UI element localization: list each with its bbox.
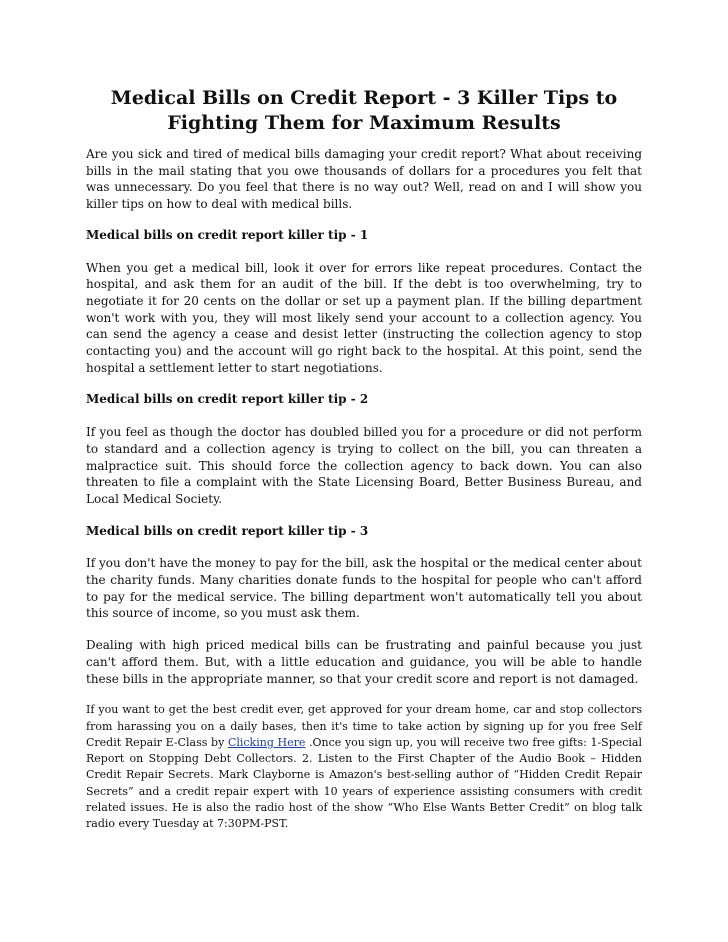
footer-text-before-link: If you want to get the best credit ever, get approved for your dream home, car and stop collectors from harassing you on a daily bases, then it's time to take action by signing up for you free Self Credit Repair E-Class by: [86, 703, 642, 749]
document-page: [86, 86, 642, 833]
tip-2-paragraph: If you feel as though the doctor has doubled billed you for a procedure or did not perform to standard and a collection agency is trying to collect on the bill, you can threaten a malpractice suit. This should force the collection agency to back down. You can also threaten to file a complaint with the State Licensing Board, Better Business Bureau, and Local Medical Society.: [86, 425, 642, 506]
tip-1-paragraph: When you get a medical bill, look it over for errors like repeat procedures. Contact the hospital, and ask them for an audit of the bill. If the debt is too overwhelming, try to negotiate it for 20 cents on the dollar or set up a payment plan. If the billing department won't work with you, they will most likely send your account to a collection agency. You can send the agency a cease and desist letter (instructing the collection agency to stop contacting you) and the account will go right back to the hospital. At this point, send the hospital a settlement letter to start negotiations.: [86, 260, 642, 375]
document-title: Medical Bills on Credit Report - 3 Killer Tips to Fighting Them for Maximum Results: [110, 87, 618, 134]
tip-1-heading: Medical bills on credit report killer tip - 1: [86, 227, 369, 242]
intro-paragraph: Are you sick and tired of medical bills damaging your credit report? What about receiving bills in the mail stating that you owe thousands of dollars for a procedures you felt that was unnecessary. Do you feel that there is no way out? Well, read on and I will show you killer tips on how to deal with medical bills.: [86, 147, 642, 212]
author-bio-paragraph: [86, 702, 642, 832]
footer-text-after-link: .Once you sign up, you will receive two free gifts: 1-Special Report on Stopping Debt Collectors. 2. Listen to the First Chapter of the Audio Book – Hidden Credit Repair Secrets. Mark Clayborne is Amazon's best-selling author of “Hidden Credit Repair Secrets” and a credit repair expert with 10 years of experience assisting consumers with credit related issues. He is also the radio host of the show “Who Else Wants Better Credit” on blog talk radio every Tuesday at 7:30PM-PST.: [86, 735, 643, 831]
clicking-here-link[interactable]: Clicking Here: [227, 735, 306, 749]
tip-3-heading: Medical bills on credit report killer tip - 3: [86, 523, 369, 538]
tip-3-paragraph: If you don't have the money to pay for the bill, ask the hospital or the medical center about the charity funds. Many charities donate funds to the hospital for people who can't afford to pay for the medical service. The billing department won't automatically tell you about this source of income, so you must ask them.: [86, 556, 642, 621]
conclusion-paragraph: Dealing with high priced medical bills can be frustrating and painful because you just can't afford them. But, with a little education and guidance, you will be able to handle these bills in the appropriate manner, so that your credit score and report is not damaged.: [86, 638, 642, 686]
tip-2-heading: Medical bills on credit report killer tip - 2: [86, 392, 369, 407]
